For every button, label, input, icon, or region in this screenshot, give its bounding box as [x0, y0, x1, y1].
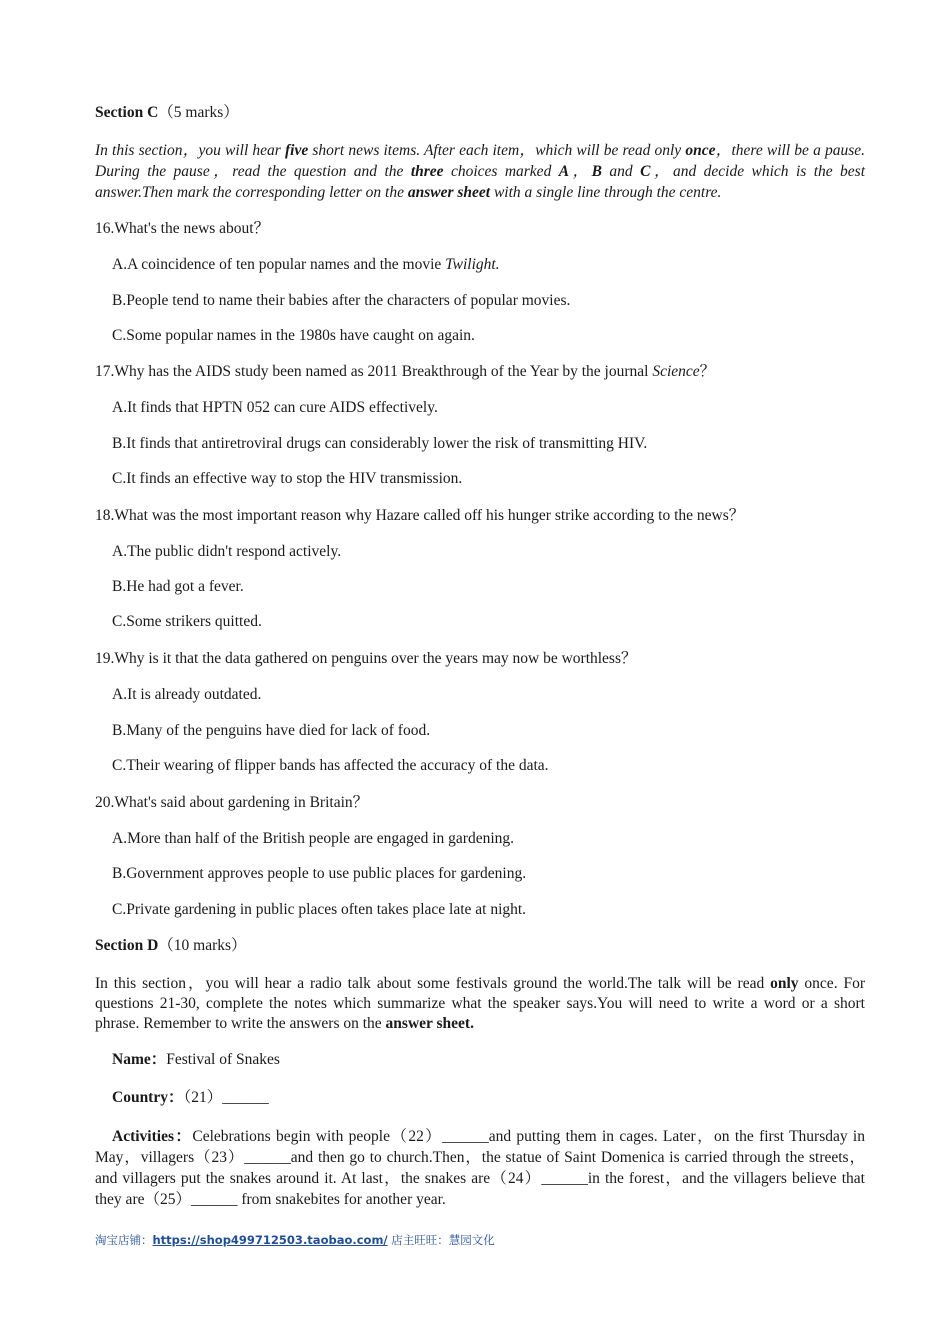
- option-16c: C.Some popular names in the 1980s have caught on again.: [112, 327, 475, 344]
- option-19c: C.Their wearing of flipper bands has affected the accuracy of the data.: [112, 757, 549, 774]
- activities-text: Celebrations begin with people（22）______and putting them in cages. Later，on the first Thursday in May，villagers（23）______and then go to church.Then，the statue of Saint Domenica is carried through the streets，and villagers put the snakes around it. At last，the snakes are（24）______in the forest，and the villagers believe that they are（25）______ from snakebites for another year.: [95, 1128, 865, 1208]
- option-18a: A.The public didn't respond actively.: [112, 543, 342, 560]
- shop-footer: [95, 1232, 495, 1248]
- section-c-marks: （5 marks）: [158, 104, 239, 121]
- option-20b: B.Government approves people to use public places for gardening.: [112, 865, 527, 882]
- option-20a: A.More than half of the British people are engaged in gardening.: [112, 830, 515, 847]
- name-label: Name：: [112, 1051, 167, 1068]
- activities-label: Activities：: [112, 1128, 193, 1145]
- option-17b: B.It finds that antiretroviral drugs can considerably lower the risk of transmitting HIV.: [112, 435, 648, 452]
- journal-title: Science: [652, 363, 700, 380]
- section-d-heading: [95, 936, 247, 956]
- option-16b: B.People tend to name their babies after the characters of popular movies.: [112, 292, 571, 309]
- footer-prefix: 淘宝店铺：: [95, 1233, 153, 1247]
- option-19a: A.It is already outdated.: [112, 686, 262, 703]
- name-value: Festival of Snakes: [166, 1051, 280, 1068]
- section-d-instructions: In this section，you will hear a radio talk about some festivals ground the world.The talk will be read only once. For questions 21-30, complete the notes which summarize what the speaker says.You will need to write a word or a short phrase. Remember to write the answers on the answer sheet.: [95, 975, 865, 1032]
- question-20: 20.What's said about gardening in Britain？: [95, 794, 369, 811]
- option-20c: C.Private gardening in public places often takes place late at night.: [112, 901, 527, 918]
- option-17c: C.It finds an effective way to stop the HIV transmission.: [112, 470, 463, 487]
- option-16a: A.A coincidence of ten popular names and the movie Twilight.: [112, 256, 500, 273]
- section-c-heading: [95, 103, 239, 123]
- shop-link[interactable]: https://shop499712503.taobao.com/: [152, 1233, 388, 1247]
- option-19b: B.Many of the penguins have died for lack of food.: [112, 722, 431, 739]
- question-19: 19.Why is it that the data gathered on penguins over the years may now be worthless？: [95, 650, 637, 667]
- section-d-marks: （10 marks）: [158, 937, 247, 954]
- movie-title: Twilight.: [445, 256, 500, 273]
- activities-paragraph: [95, 1126, 865, 1210]
- name-line: [112, 1050, 280, 1070]
- question-18: 18.What was the most important reason why Hazare called off his hunger strike according to the news？: [95, 507, 745, 524]
- option-18b: B.He had got a fever.: [112, 578, 244, 595]
- option-17a: A.It finds that HPTN 052 can cure AIDS effectively.: [112, 399, 438, 416]
- option-18c: C.Some strikers quitted.: [112, 613, 262, 630]
- country-line: [112, 1088, 269, 1108]
- section-c-instructions: In this section，you will hear five short news items. After each item，which will be read only once，there will be a pause. During the pause，read the question and the three choices marked A，B and C，and decide which is the best answer.Then mark the corresponding letter on the answer sheet with a single line through the centre.: [95, 142, 866, 201]
- question-17: 17.Why has the AIDS study been named as 2011 Breakthrough of the Year by the journal Science？: [95, 363, 716, 380]
- question-16: 16.What's the news about？: [95, 220, 270, 237]
- country-blank: （21）______: [183, 1089, 269, 1106]
- footer-suffix: 店主旺旺：慧园文化: [387, 1233, 495, 1247]
- section-c-title: Section C: [95, 104, 159, 121]
- country-label: Country：: [112, 1089, 184, 1106]
- section-d-title: Section D: [95, 937, 159, 954]
